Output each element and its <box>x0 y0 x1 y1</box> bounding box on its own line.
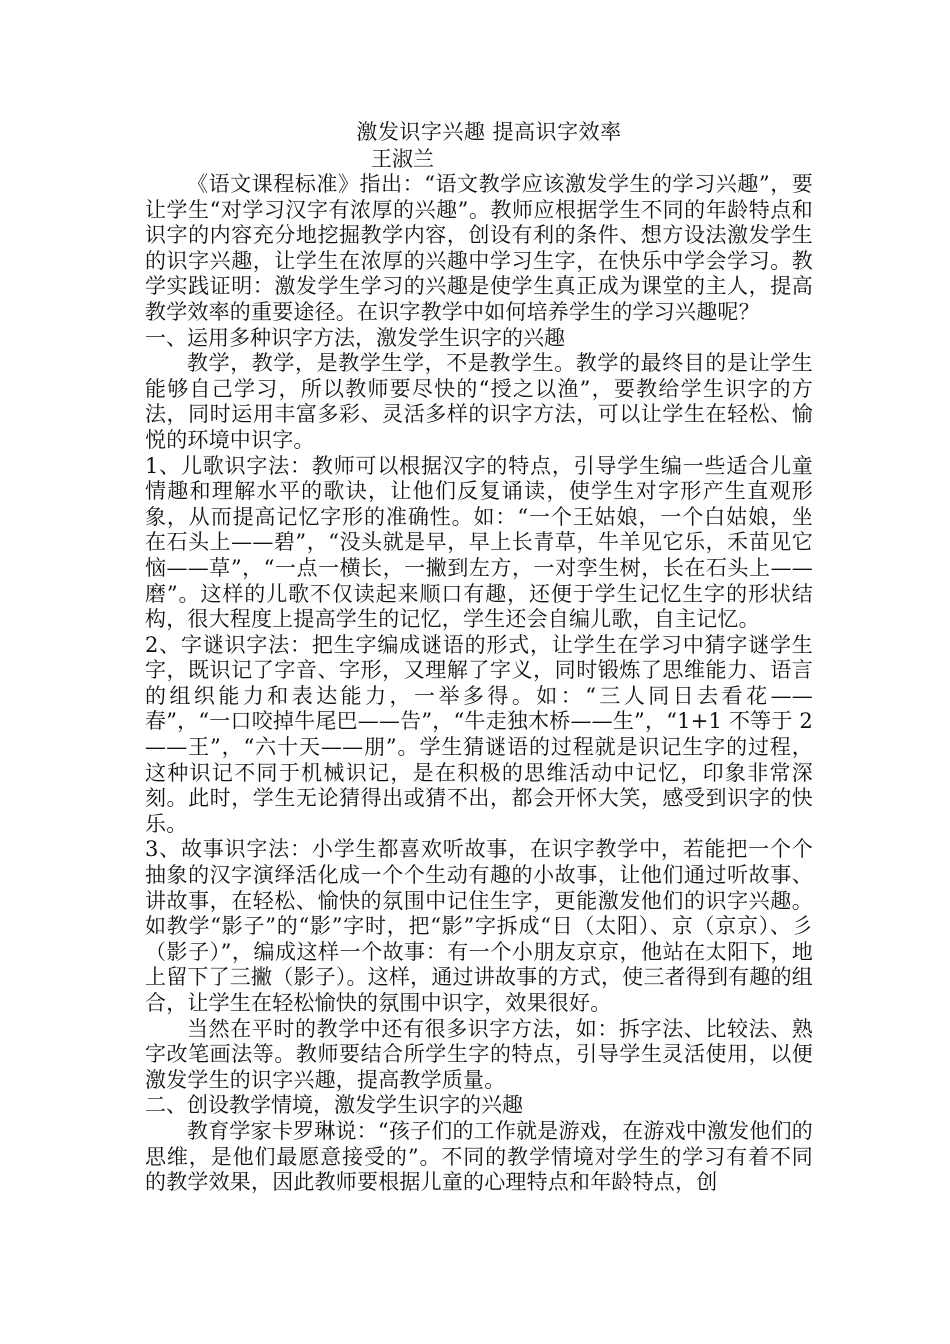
section-heading-2: 二、创设教学情境，激发学生识字的兴趣 <box>145 1093 523 1118</box>
method-2-paragraph: 2、字谜识字法：把生字编成谜语的形式，让学生在学习中猜字谜学生字，既识记了字音、字形，又理解了字义，同时锻炼了思维能力、语言的组织能力和表达能力，一举多得。如：“三人同日去看花——春”，“一口咬掉牛尾巴——告”，“牛走独木桥——生”，“1+1 不等于 2——王”，“六十天——朋”。学生猜谜语的过程就是识记生字的过程，这种识记不同于机械识记，是在积极的思维活动中记忆，印象非常深刻。此时，学生无论猜得出或猜不出，都会开怀大笑，感受到识字的快乐。 <box>145 632 813 836</box>
document-title: 激发识字兴趣 提高识字效率 <box>356 120 622 144</box>
method-1-paragraph: 1、儿歌识字法：教师可以根据汉字的特点，引导学生编一些适合儿童情趣和理解水平的歌诀，让他们反复诵读，使学生对字形产生直观形象，从而提高记忆字形的准确性。如：“一个王姑娘，一个白姑娘，坐在石头上——碧”，“没头就是早，早上长青草，牛羊见它乐，禾苗见它恼——草”，“一点一横长，一撇到左方，一对孪生树，长在石头上——磨”。这样的儿歌不仅读起来顺口有趣，还便于学生记忆生字的形状结构，很大程度上提高学生的记忆，学生还会自编儿歌，自主记忆。 <box>145 453 813 632</box>
intro-paragraph: 《语文课程标准》指出：“语文教学应该激发学生的学习兴趣”，要让学生“对学习汉字有浓厚的兴趣”。教师应根据学生不同的年龄特点和识字的内容充分地挖掘教学内容，创设有利的条件、想方设法激发学生的识字兴趣，让学生在浓厚的兴趣中学习生字，在快乐中学会学习。教学实践证明：激发学生学习的兴趣是使学生真正成为课堂的主人，提高教学效率的重要途径。在识字教学中如何培养学生的学习兴趣呢？ <box>145 172 813 324</box>
method-3-paragraph: 3、故事识字法：小学生都喜欢听故事，在识字教学中，若能把一个个抽象的汉字演绎活化成一个个生动有趣的小故事，让他们通过听故事、讲故事，在轻松、愉快的氛围中记住生字，更能激发他们的识字兴趣。如教学“影子”的“影”字时，把“影”字拆成“日（太阳）、京（京京）、彡（影子）”，编成这样一个故事：有一个小朋友京京，他站在太阳下，地上留下了三撇（影子）。这样，通过讲故事的方式，使三者得到有趣的组合，让学生在轻松愉快的氛围中识字，效果很好。 <box>145 837 813 1015</box>
section-heading-1: 一、运用多种识字方法，激发学生识字的兴趣 <box>145 325 565 350</box>
section2-paragraph: 教育学家卡罗琳说：“孩子们的工作就是游戏，在游戏中激发他们的思维，是他们最愿意接受的”。不同的教学情境对学生的学习有着不同的教学效果，因此教师要根据儿童的心理特点和年龄特点，创 <box>145 1118 813 1195</box>
section1-paragraph: 教学，教学，是教学生学，不是教学生。教学的最终目的是让学生能够自己学习，所以教师要尽快的“授之以渔”，要教给学生识字的方法，同时运用丰富多彩、灵活多样的识字方法，可以让学生在轻松、愉悦的环境中识字。 <box>145 351 813 452</box>
section1-summary-paragraph: 当然在平时的教学中还有很多识字方法，如：拆字法、比较法、熟字改笔画法等。教师要结合所学生字的特点，引导学生灵活使用，以便激发学生的识字兴趣，提高教学质量。 <box>145 1016 813 1092</box>
document-page <box>145 118 813 1196</box>
author-name: 王淑兰 <box>371 147 434 171</box>
